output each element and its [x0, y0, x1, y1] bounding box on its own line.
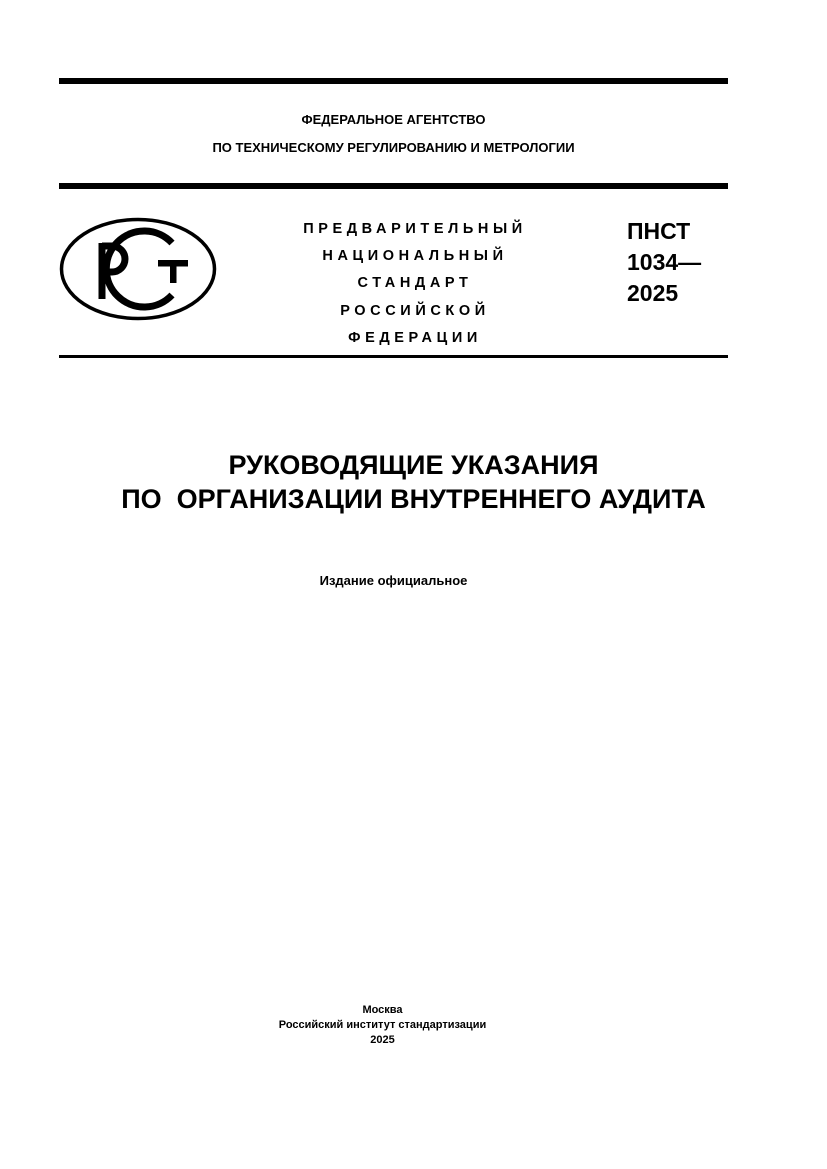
standard-type-line: ПРЕДВАРИТЕЛЬНЫЙ: [303, 221, 527, 237]
imprint: [200, 1003, 565, 1048]
agency-name-line-1: ФЕДЕРАЛЬНОЕ АГЕНТСТВО: [301, 112, 486, 127]
standard-type-line: СТАНДАРТ: [357, 275, 473, 292]
edition-label: Издание официальное: [319, 573, 468, 588]
standard-type: [280, 216, 550, 352]
document-title: [40, 448, 787, 516]
imprint-publisher: Российский институт стандартизации: [278, 1019, 487, 1031]
standard-number-line: ПНСТ: [627, 218, 691, 244]
standard-type-line: РОССИЙСКОЙ: [340, 302, 490, 319]
middle-rule: [59, 183, 728, 189]
top-rule: [59, 78, 728, 84]
agency-name-line-2: ПО ТЕХНИЧЕСКОМУ РЕГУЛИРОВАНИЮ И МЕТРОЛОГИИ: [212, 140, 575, 155]
standard-type-line: ФЕДЕРАЦИИ: [348, 329, 482, 346]
standard-number: [627, 216, 701, 309]
document-title-line: ПО ОРГАНИЗАЦИИ ВНУТРЕННЕГО АУДИТА: [121, 484, 706, 514]
imprint-year: 2025: [370, 1034, 395, 1046]
document-title-line: РУКОВОДЯЩИЕ УКАЗАНИЯ: [228, 450, 599, 480]
gost-r-logo-icon: [59, 217, 217, 321]
standard-number-line: 2025: [627, 280, 679, 306]
bottom-rule: [59, 355, 728, 358]
imprint-city: Москва: [362, 1004, 403, 1016]
standard-number-line: 1034—: [627, 249, 702, 275]
standard-type-line: НАЦИОНАЛЬНЫЙ: [322, 248, 508, 265]
